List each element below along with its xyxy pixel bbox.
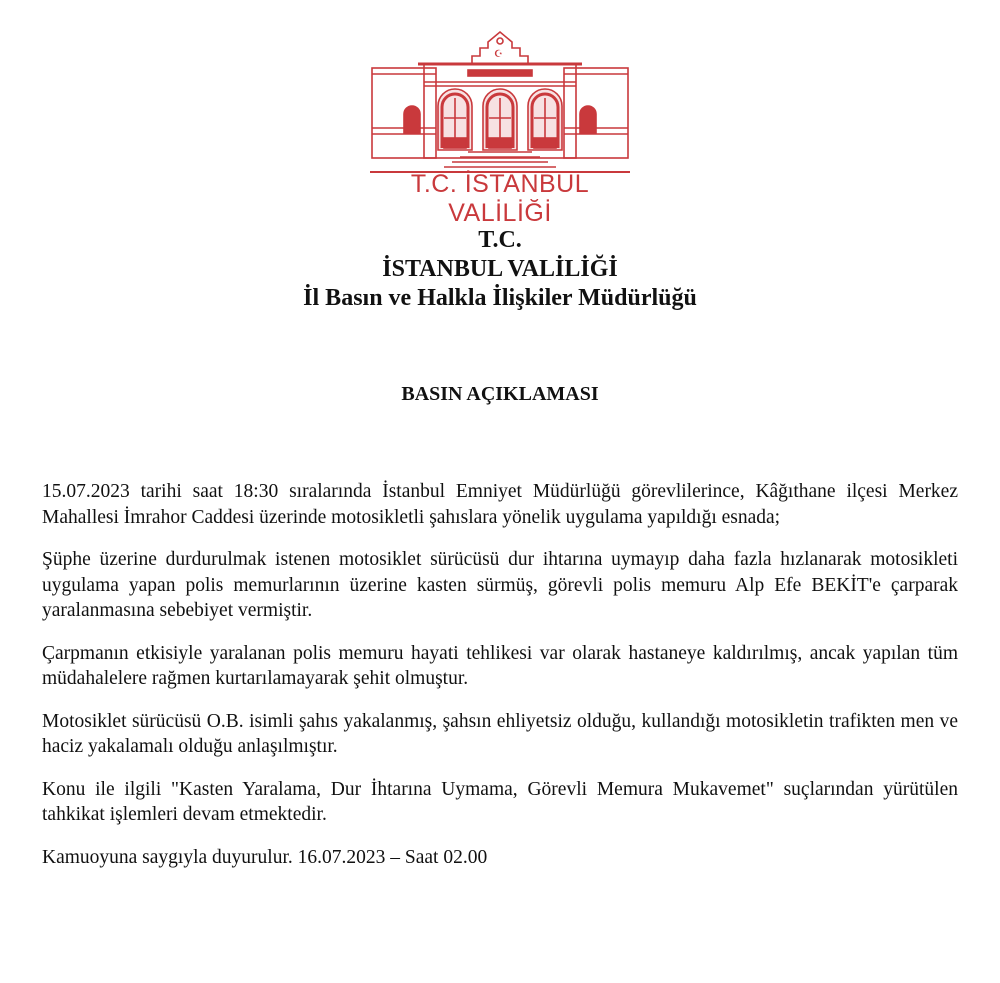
- header-tc: T.C.: [478, 227, 522, 253]
- document-header: [0, 226, 1000, 313]
- paragraph: Çarpmanın etkisiyle yaralanan polis memuru hayati tehlikesi var olarak hastaneye kaldırılmış, ancak yapılan tüm müdahalelere rağmen kurtarılamayarak şehit olmuştur.: [42, 642, 958, 689]
- paragraph: Motosiklet sürücüsü O.B. isimli şahıs yakalanmış, şahsın ehliyetsiz olduğu, kullandığı motosikletin trafikten men ve haciz yakalamalı olduğu anlaşılmıştır.: [42, 710, 958, 757]
- logo-caption: T.C. İSTANBUL VALİLİĞİ: [410, 170, 590, 227]
- header-department: İl Basın ve Halkla İlişkiler Müdürlüğü: [303, 285, 697, 311]
- svg-text:☪: ☪: [494, 49, 503, 60]
- header-istanbul-valiligi: İSTANBUL VALİLİĞİ: [382, 256, 618, 282]
- document-title: BASIN AÇIKLAMASI: [401, 383, 599, 405]
- closing-line: Kamuoyuna saygıyla duyurulur. 16.07.2023 – Saat 02.00: [42, 846, 488, 868]
- paragraph: Şüphe üzerine durdurulmak istenen motosiklet sürücüsü dur ihtarına uymayıp daha fazla hızlanarak motosikleti uygulama yapan polis memurlarının üzerine kasten sürmüş, görevli polis memuru Alp Efe BEKİT'e çarparak yaralanmasına sebebiyet vermiştir.: [42, 549, 958, 621]
- document-body: [42, 479, 958, 887]
- paragraph: 15.07.2023 tarihi saat 18:30 sıralarında İstanbul Emniyet Müdürlüğü görevlilerince, Kâğıthane ilçesi Merkez Mahallesi İmrahor Caddesi üzerinde motosikletli şahıslara yönelik uygulama yapıldığı esnada;: [42, 481, 958, 528]
- paragraph: Konu ile ilgili "Kasten Yaralama, Dur İhtarına Uymama, Görevli Memura Mukavemet" suçlarından yürütülen tahkikat işlemleri devam etmektedir.: [42, 778, 958, 825]
